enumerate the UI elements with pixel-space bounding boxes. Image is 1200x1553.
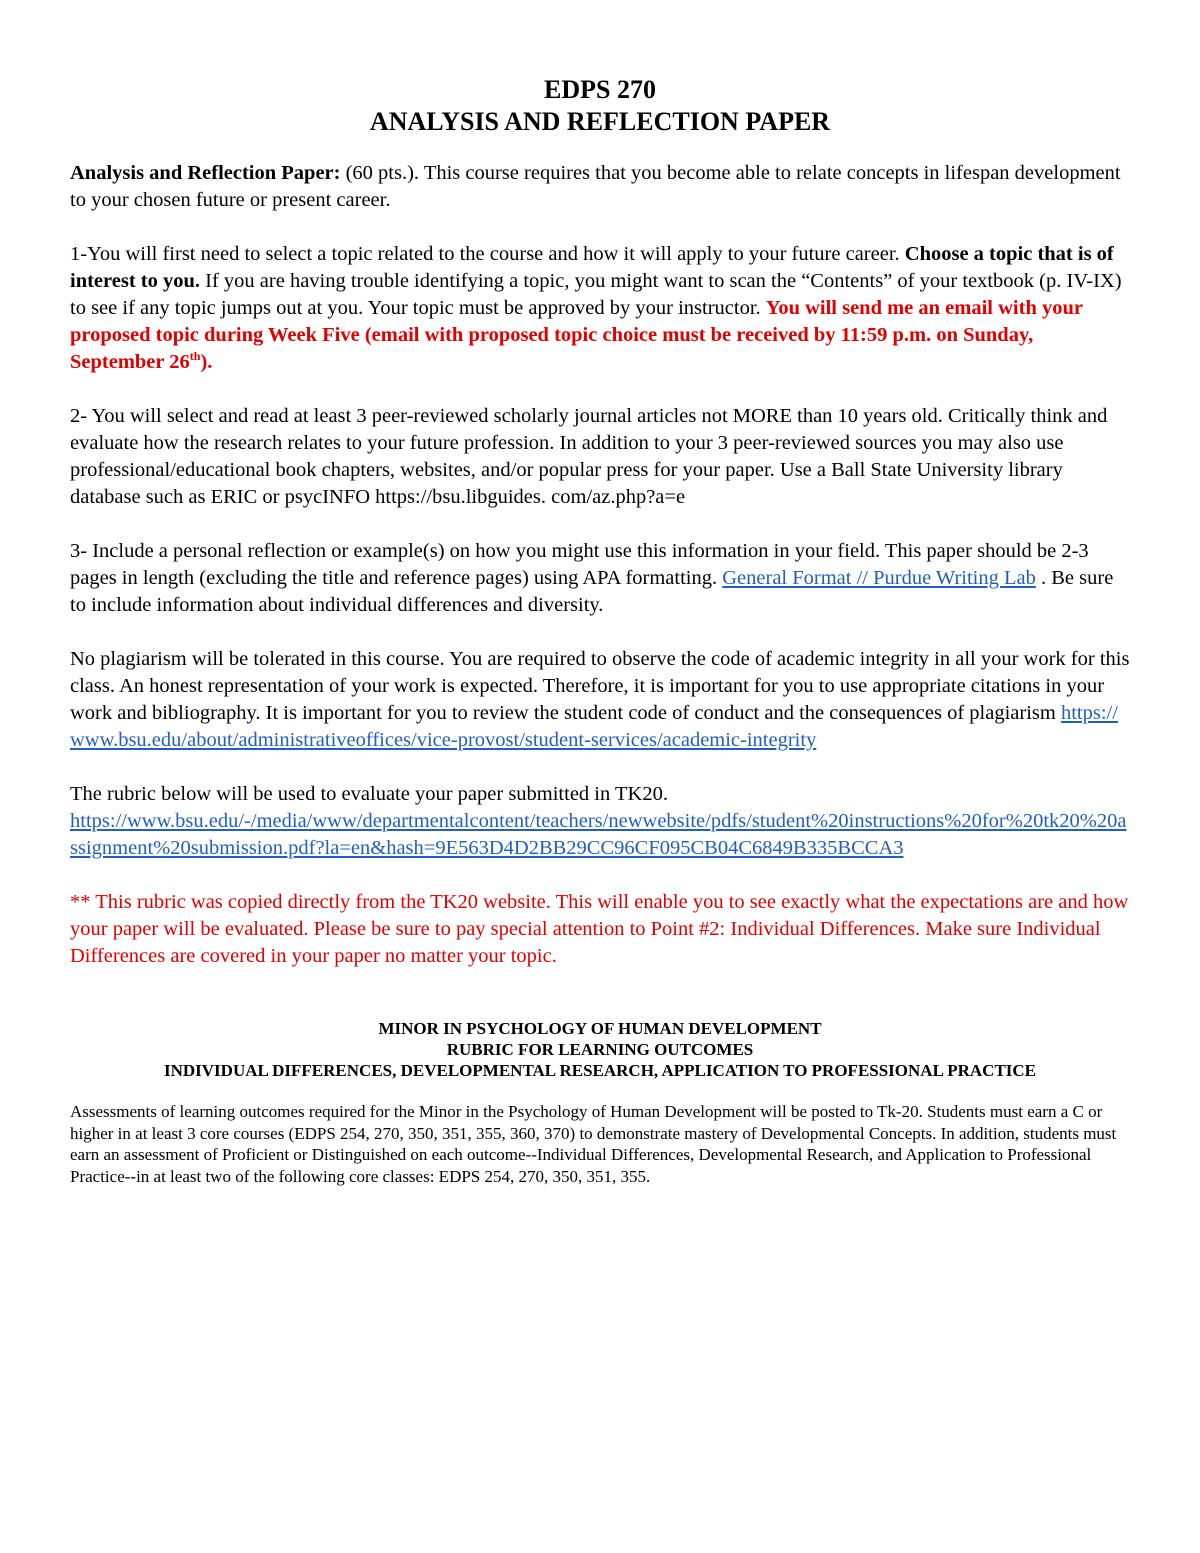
plagiarism-text: No plagiarism will be tolerated in this course. You are required to observe the code of academic integrity in all your work for this class. An honest representation of your work is expected. Therefore, it is important for you to use appropriate citations in your work and bibliography. It is important for you to review the student code of conduct and the consequences of plagiarism <box>70 648 1130 724</box>
step1-deadline-end: ). <box>200 351 213 373</box>
rubric-heading-areas: INDIVIDUAL DIFFERENCES, DEVELOPMENTAL RESEARCH, APPLICATION TO PROFESSIONAL PRACTICE <box>163 1061 1037 1080</box>
step1-text-b: If you are having trouble identifying a topic, you might want to scan the “Contents” of your textbook (p. IV-IX) to see if any topic jumps out at you. Your topic must be approved by your instructor. <box>70 270 1122 319</box>
academic-integrity-link[interactable]: https://www.bsu.edu/about/administrativeoffices/vice-provost/student-services/academic-integrity <box>70 702 1118 751</box>
step1-text-a: 1-You will first need to select a topic related to the course and how it will apply to your future career. <box>70 243 905 265</box>
step3-paragraph <box>70 538 1130 619</box>
rubric-note: ** This rubric was copied directly from the TK20 website. This will enable you to see exactly what the expectations are and how your paper will be evaluated. Please be sure to pay special attention to Point #2: Individual Differences. Make sure Individual Differences are covered in your paper no matter your topic. <box>70 891 1129 967</box>
tk20-instructions-link[interactable]: https://www.bsu.edu/-/media/www/departmentalcontent/teachers/newwebsite/pdfs/student%20instructions%20for%20tk20%20assignment%20submission.pdf?la=en&hash=9E563D4D2BB29CC96CF095CB04C6849B335BCCA3 <box>70 810 1127 859</box>
document-page <box>70 74 1130 1187</box>
step1-paragraph <box>70 241 1130 376</box>
intro-paragraph <box>70 160 1130 214</box>
step3-text-b: . Be sure to include information about individual differences and diversity. <box>70 567 1114 616</box>
plagiarism-paragraph <box>70 646 1130 754</box>
paper-title: ANALYSIS AND REFLECTION PAPER <box>369 107 831 136</box>
course-code: EDPS 270 <box>544 75 656 104</box>
rubric-heading-minor: MINOR IN PSYCHOLOGY OF HUMAN DEVELOPMENT <box>378 1019 822 1038</box>
step1-deadline-sup: th <box>189 349 201 364</box>
assessment-paragraph: Assessments of learning outcomes required for the Minor in the Psychology of Human Development will be posted to Tk-20. Students must earn a C or higher in at least 3 core courses (EDPS 254, 270, 350, 351, 355, 360, 370) to demonstrate mastery of Developmental Concepts. In addition, students must earn an assessment of Proficient or Distinguished on each outcome--Individual Differences, Developmental Research, and Application to Professional Practice--in at least two of the following core classes: EDPS 254, 270, 350, 351, 355. <box>70 1102 1117 1186</box>
intro-text: (60 pts.). This course requires that you become able to relate concepts in lifespan development to your chosen future or present career. <box>70 162 1121 211</box>
rubric-intro-paragraph <box>70 781 1130 862</box>
rubric-heading-outcomes: RUBRIC FOR LEARNING OUTCOMES <box>446 1040 754 1059</box>
rubric-section <box>70 1018 1130 1187</box>
intro-label: Analysis and Reflection Paper: <box>70 162 341 184</box>
purdue-owl-link[interactable]: General Format // Purdue Writing Lab <box>722 567 1036 589</box>
step3-text-a: 3- Include a personal reflection or example(s) on how you might use this information in your field. This paper should be 2-3 pages in length (excluding the title and reference pages) using APA formatting. <box>70 540 1089 589</box>
step1-bold: Choose a topic that is of interest to you. <box>70 243 1114 292</box>
step1-deadline: You will send me an email with your proposed topic during Week Five (email with proposed topic choice must be received by 11:59 p.m. on Sunday, September 26 <box>70 297 1083 373</box>
step2-paragraph: 2- You will select and read at least 3 peer-reviewed scholarly journal articles not MORE than 10 years old. Critically think and evaluate how the research relates to your future profession. In addition to your 3 peer-reviewed sources you may also use professional/educational book chapters, websites, and/or popular press for your paper. Use a Ball State University library database such as ERIC or psycINFO https://bsu.libguides. com/az.php?a=e <box>70 405 1108 508</box>
rubric-intro-text: The rubric below will be used to evaluate your paper submitted in TK20. <box>70 783 668 805</box>
